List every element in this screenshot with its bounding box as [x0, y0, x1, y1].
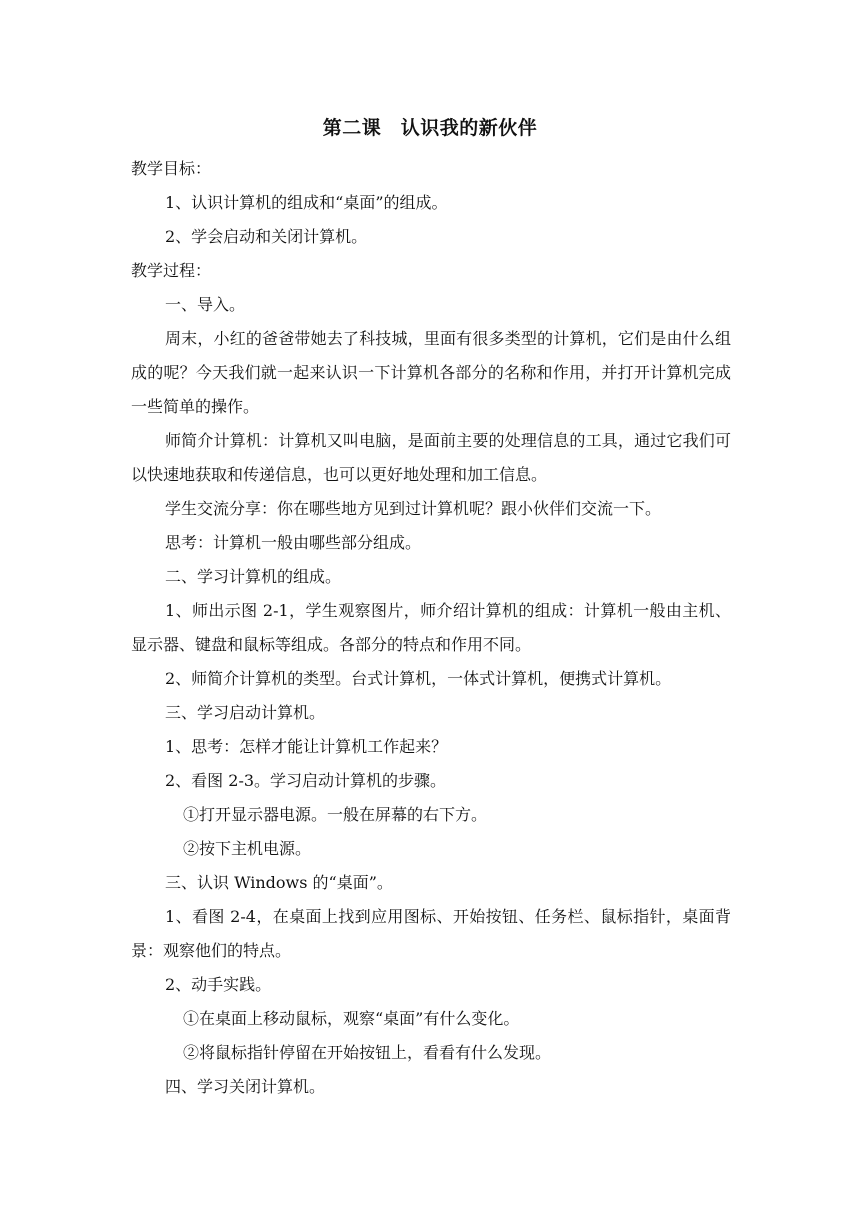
- paragraph: 2、看图 2-3。学习启动计算机的步骤。: [165, 771, 447, 790]
- sub-step: ②按下主机电源。: [183, 839, 312, 858]
- goal-item: 2、学会启动和关闭计算机。: [165, 227, 368, 246]
- paragraph: 2、师简介计算机的类型。台式计算机，一体式计算机，便携式计算机。: [165, 669, 672, 688]
- step-heading: 二、学习计算机的组成。: [165, 567, 342, 586]
- sub-step: ②将鼠标指针停留在开始按钮上，看看有什么发现。: [183, 1043, 552, 1062]
- paragraph: 2、动手实践。: [165, 975, 272, 994]
- paragraph: 1、看图 2-4，在桌面上找到应用图标、开始按钮、任务栏、鼠标指针，桌面背景：观察他们的特点。: [131, 907, 731, 960]
- section-heading-goals: 教学目标：: [131, 159, 212, 178]
- step-heading: 三、认识 Windows 的“桌面”。: [165, 873, 393, 892]
- lesson-title: 第二课 认识我的新伙伴: [322, 117, 538, 139]
- paragraph: 师简介计算机：计算机又叫电脑，是面前主要的处理信息的工具，通过它我们可以快速地获取和传递信息，也可以更好地处理和加工信息。: [131, 431, 731, 484]
- step-heading: 三、学习启动计算机。: [165, 703, 326, 722]
- paragraph: 1、思考：怎样才能让计算机工作起来？: [165, 737, 448, 756]
- paragraph: 思考：计算机一般由哪些部分组成。: [165, 533, 422, 552]
- section-heading-process: 教学过程：: [131, 261, 212, 280]
- sub-step: ①打开显示器电源。一般在屏幕的右下方。: [183, 805, 488, 824]
- paragraph: 周末，小红的爸爸带她去了科技城，里面有很多类型的计算机，它们是由什么组成的呢？今天我们就一起来认识一下计算机各部分的名称和作用，并打开计算机完成一些简单的操作。: [131, 329, 731, 416]
- goal-item: 1、认识计算机的组成和“桌面”的组成。: [165, 193, 448, 212]
- paragraph: 学生交流分享：你在哪些地方见到过计算机呢？跟小伙伴们交流一下。: [165, 499, 662, 518]
- lesson-body: [131, 152, 731, 1104]
- step-heading: 四、学习关闭计算机。: [165, 1077, 326, 1096]
- step-heading: 一、导入。: [165, 295, 246, 314]
- sub-step: ①在桌面上移动鼠标，观察“桌面”有什么变化。: [183, 1009, 520, 1028]
- paragraph: 1、师出示图 2-1，学生观察图片，师介绍计算机的组成：计算机一般由主机、显示器、键盘和鼠标等组成。各部分的特点和作用不同。: [131, 601, 731, 654]
